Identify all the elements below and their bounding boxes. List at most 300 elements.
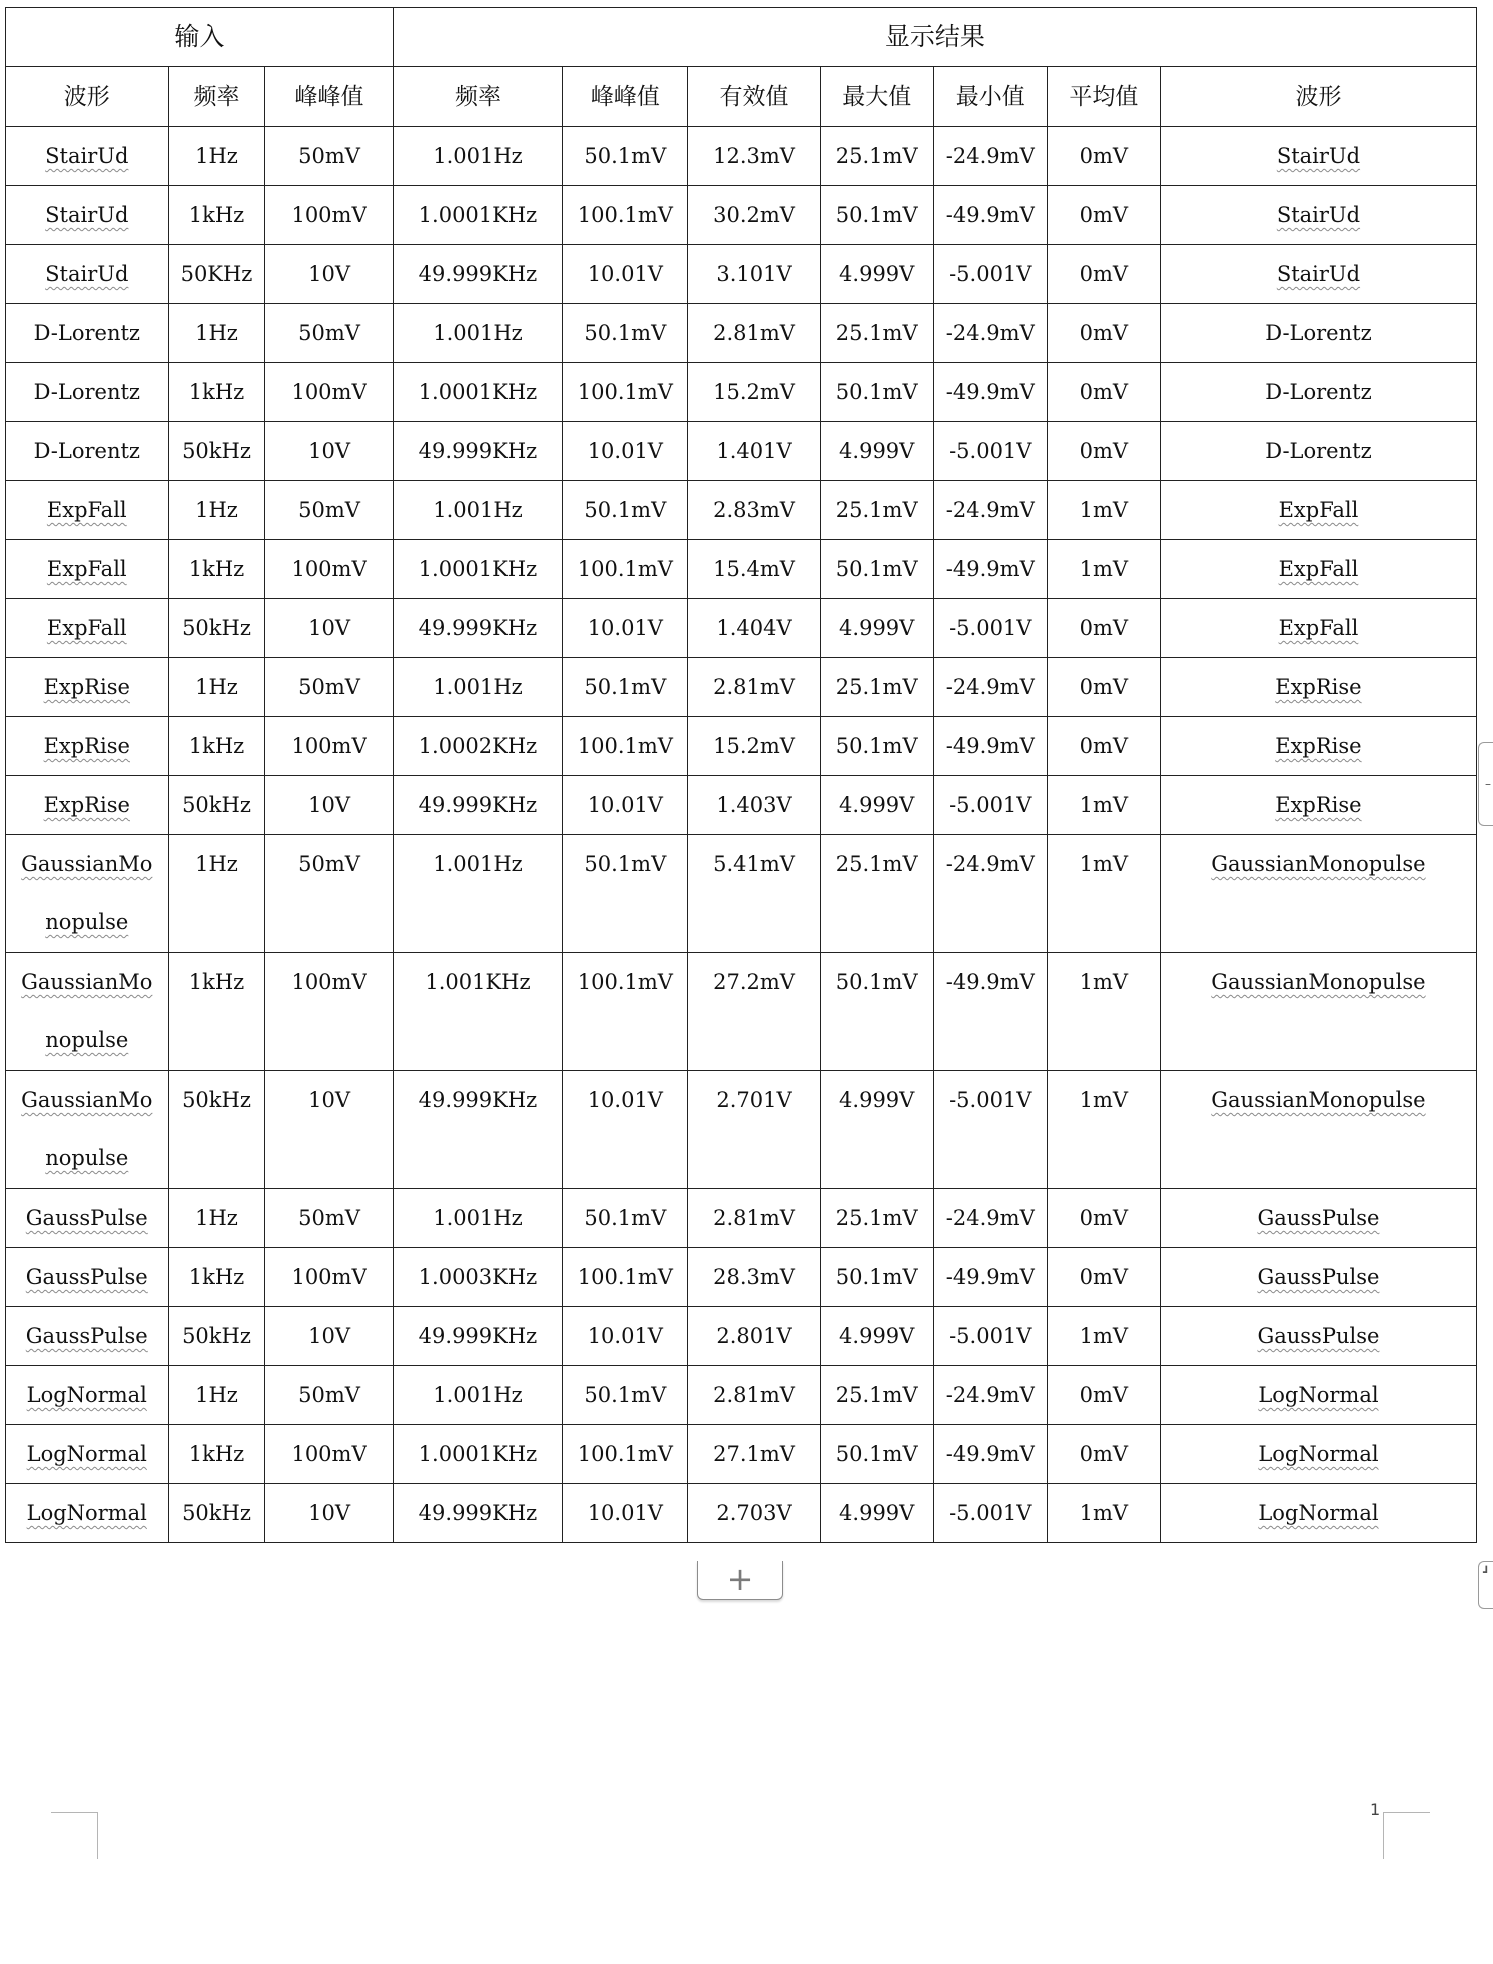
table-cell[interactable] [1160,658,1476,717]
table-cell[interactable] [563,1248,688,1307]
page-margin-corner-right [1383,1812,1430,1859]
table-cell[interactable] [1160,363,1476,422]
cell-value: 50mV [298,1383,360,1407]
table-cell[interactable] [1047,540,1160,599]
table-cell[interactable] [168,1307,265,1366]
column-header-3[interactable]: 频率 [393,67,563,127]
cell-value: 50.1mV [835,1265,918,1289]
cell-value: 4.999V [839,616,915,640]
table-cell[interactable] [563,540,688,599]
table-cell[interactable] [1047,363,1160,422]
table-cell[interactable] [563,1484,688,1543]
table-cell[interactable] [820,304,933,363]
table-cell[interactable] [265,835,393,953]
group-header-input[interactable]: 输入 [6,8,394,67]
column-header-0[interactable]: 波形 [6,67,169,127]
table-cell[interactable] [563,1366,688,1425]
table-cell[interactable] [933,304,1047,363]
cell-value: 10.01V [587,1324,663,1348]
cell-value: 1mV [1079,1501,1129,1525]
table-cell[interactable] [688,1307,820,1366]
table-cell[interactable] [688,1248,820,1307]
table-cell[interactable] [1160,1189,1476,1248]
cell-value: 100.1mV [577,734,673,758]
cell-value: 25.1mV [835,498,918,522]
cell-value: 4.999V [839,1501,915,1525]
waveform-name: D-Lorentz [1265,439,1372,463]
table-cell[interactable] [393,540,563,599]
table-cell[interactable] [393,245,563,304]
table-cell[interactable] [1047,1307,1160,1366]
cell-value: 1.404V [716,616,792,640]
table-row [6,1189,1477,1248]
table-cell[interactable] [393,835,563,953]
table-cell[interactable] [563,953,688,1071]
cell-value: 2.81mV [713,675,795,699]
table-cell[interactable] [6,1307,169,1366]
table-cell[interactable] [933,363,1047,422]
table-cell[interactable] [393,186,563,245]
table-cell[interactable] [933,658,1047,717]
table-cell[interactable] [1047,835,1160,953]
table-cell[interactable] [933,540,1047,599]
table-cell[interactable] [6,717,169,776]
table-cell[interactable] [820,776,933,835]
cell-value: -49.9mV [945,1265,1035,1289]
table-cell[interactable] [265,304,393,363]
table-cell[interactable] [688,363,820,422]
table-cell[interactable] [820,717,933,776]
cell-value: 100.1mV [577,557,673,581]
cell-value: 4.999V [839,262,915,286]
table-cell[interactable] [688,599,820,658]
table-cell[interactable] [393,1484,563,1543]
cell-value: 25.1mV [835,144,918,168]
table-cell[interactable] [1047,481,1160,540]
cell-value: 27.2mV [713,970,795,994]
table-cell[interactable] [1160,1484,1476,1543]
table-cell[interactable] [168,1425,265,1484]
column-header-1[interactable]: 频率 [168,67,265,127]
table-cell[interactable] [820,1425,933,1484]
column-header-5[interactable]: 有效值 [688,67,820,127]
cell-value: -49.9mV [945,203,1035,227]
table-cell[interactable] [1160,599,1476,658]
table-cell[interactable] [393,1366,563,1425]
cell-value: 1.001Hz [433,498,523,522]
table-cell[interactable] [168,599,265,658]
cell-value: 10.01V [587,1088,663,1112]
table-cell[interactable] [6,1189,169,1248]
table-cell[interactable] [563,717,688,776]
table-cell[interactable] [265,599,393,658]
column-header-9[interactable]: 波形 [1160,67,1476,127]
table-cell[interactable] [393,599,563,658]
table-cell[interactable] [393,304,563,363]
table-cell[interactable] [6,540,169,599]
table-cell[interactable] [1047,953,1160,1071]
table-cell[interactable] [688,245,820,304]
table-cell[interactable] [820,186,933,245]
table-cell[interactable] [168,245,265,304]
table-cell[interactable] [6,245,169,304]
table-cell[interactable] [265,245,393,304]
table-cell[interactable] [563,1307,688,1366]
table-cell[interactable] [933,599,1047,658]
table-cell[interactable] [933,127,1047,186]
table-cell[interactable] [168,363,265,422]
table-cell[interactable] [688,1189,820,1248]
cell-value: 0mV [1079,380,1129,404]
table-cell[interactable] [1047,1071,1160,1189]
table-cell[interactable] [1160,186,1476,245]
table-cell[interactable] [688,1484,820,1543]
cell-value: 2.81mV [713,1206,795,1230]
table-cell[interactable] [688,1071,820,1189]
table-cell[interactable] [688,540,820,599]
table-cell[interactable] [6,835,169,953]
table-cell[interactable] [168,1248,265,1307]
table-row [6,422,1477,481]
cell-value: 0mV [1079,675,1129,699]
table-cell[interactable] [563,481,688,540]
table-cell[interactable] [265,127,393,186]
table-cell[interactable] [6,422,169,481]
table-cell[interactable] [563,1425,688,1484]
cell-value: -5.001V [949,439,1032,463]
column-header-8[interactable]: 平均值 [1047,67,1160,127]
cell-value: 25.1mV [835,321,918,345]
table-cell[interactable] [265,1307,393,1366]
table-cell[interactable] [933,481,1047,540]
cell-value: 50.1mV [835,203,918,227]
cell-value: 1mV [1079,793,1129,817]
table-cell[interactable] [168,776,265,835]
table-cell[interactable] [265,1484,393,1543]
table-cell[interactable] [820,481,933,540]
table-cell[interactable] [265,1425,393,1484]
cell-value: 15.2mV [713,380,795,404]
table-cell[interactable] [820,1307,933,1366]
table-cell[interactable] [1047,1366,1160,1425]
cell-value: 0mV [1079,1442,1129,1466]
table-cell[interactable] [933,953,1047,1071]
table-cell[interactable] [1047,1484,1160,1543]
table-cell[interactable] [1047,127,1160,186]
table-cell[interactable] [688,481,820,540]
table-cell[interactable] [6,776,169,835]
table-cell[interactable] [168,1189,265,1248]
table-cell[interactable] [933,1189,1047,1248]
table-cell[interactable] [393,717,563,776]
column-header-2[interactable]: 峰峰值 [265,67,393,127]
table-cell[interactable] [933,1248,1047,1307]
table-cell[interactable] [688,835,820,953]
table-cell[interactable] [1047,186,1160,245]
table-cell[interactable] [6,304,169,363]
table-cell[interactable] [820,1366,933,1425]
cell-value: 50.1mV [584,852,667,876]
table-cell[interactable] [1160,953,1476,1071]
table-cell[interactable] [933,422,1047,481]
cell-value: 1Hz [195,321,238,345]
cell-value: 1kHz [188,203,245,227]
table-cell[interactable] [168,127,265,186]
table-cell[interactable] [393,1071,563,1189]
table-cell[interactable] [1047,717,1160,776]
table-cell[interactable] [688,304,820,363]
table-cell[interactable] [933,1484,1047,1543]
table-cell[interactable] [1160,481,1476,540]
table-cell[interactable] [563,127,688,186]
table-cell[interactable] [820,245,933,304]
column-header-4[interactable]: 峰峰值 [563,67,688,127]
table-cell[interactable] [393,1425,563,1484]
column-header-7[interactable]: 最小值 [933,67,1047,127]
table-cell[interactable] [688,953,820,1071]
table-cell[interactable] [6,363,169,422]
table-cell[interactable] [820,658,933,717]
cell-value: 4.999V [839,1088,915,1112]
cell-value: 10.01V [587,793,663,817]
table-cell[interactable] [933,776,1047,835]
table-cell[interactable] [563,1189,688,1248]
table-cell[interactable] [6,953,169,1071]
table-cell[interactable] [563,422,688,481]
table-cell[interactable] [563,245,688,304]
table-cell[interactable] [1160,422,1476,481]
table-cell[interactable] [563,304,688,363]
table-cell[interactable] [1160,835,1476,953]
table-cell[interactable] [1047,1425,1160,1484]
table-cell[interactable] [1160,540,1476,599]
table-cell[interactable] [688,1425,820,1484]
table-cell[interactable] [168,1071,265,1189]
table-cell[interactable] [1047,245,1160,304]
column-header-6[interactable]: 最大值 [820,67,933,127]
table-cell[interactable] [563,658,688,717]
table-cell[interactable] [688,717,820,776]
table-row [6,363,1477,422]
table-cell[interactable] [563,599,688,658]
table-cell[interactable] [265,1071,393,1189]
table-cell[interactable] [1160,1425,1476,1484]
table-cell[interactable] [563,1071,688,1189]
waveform-name: ExpRise [43,793,130,817]
table-cell[interactable] [933,186,1047,245]
cell-value: 1.0001KHz [418,203,538,227]
table-cell[interactable] [6,1071,169,1189]
table-cell[interactable] [6,1425,169,1484]
waveform-name: LogNormal [1258,1383,1379,1407]
table-cell[interactable] [393,776,563,835]
table-cell[interactable] [563,363,688,422]
table-cell[interactable] [1047,776,1160,835]
plus-icon: + [726,1560,754,1598]
table-cell[interactable] [933,835,1047,953]
table-cell[interactable] [265,776,393,835]
waveform-name: StairUd [1276,203,1361,227]
cell-value: 1.0001KHz [418,380,538,404]
table-cell[interactable] [1160,1366,1476,1425]
table-cell[interactable] [820,1248,933,1307]
table-cell[interactable] [563,776,688,835]
cell-value: 1.0001KHz [418,557,538,581]
table-cell[interactable] [1160,127,1476,186]
cell-value: 100mV [291,970,367,994]
table-cell[interactable] [6,658,169,717]
table-cell[interactable] [6,1366,169,1425]
table-cell[interactable] [1047,422,1160,481]
table-cell[interactable] [1160,717,1476,776]
table-cell[interactable] [168,717,265,776]
cell-value: 1Hz [195,144,238,168]
cell-value: -5.001V [949,1324,1032,1348]
table-cell[interactable] [265,422,393,481]
table-cell[interactable] [168,304,265,363]
add-row-button[interactable] [697,1561,783,1600]
cell-value: 10.01V [587,1501,663,1525]
table-cell[interactable] [265,1366,393,1425]
table-cell[interactable] [265,658,393,717]
table-cell[interactable] [820,127,933,186]
table-cell[interactable] [265,953,393,1071]
cell-value: 4.999V [839,1324,915,1348]
table-cell[interactable] [933,1425,1047,1484]
table-cell[interactable] [265,1189,393,1248]
table-cell[interactable] [168,1484,265,1543]
table-cell[interactable] [933,245,1047,304]
table-cell[interactable] [265,186,393,245]
cell-value: 49.999KHz [418,262,538,286]
table-cell[interactable] [6,1248,169,1307]
cell-value: 0mV [1079,144,1129,168]
table-cell[interactable] [168,481,265,540]
cell-value: 5.41mV [713,852,795,876]
table-cell[interactable] [393,363,563,422]
cell-value: 100mV [291,557,367,581]
cell-value: 30.2mV [713,203,795,227]
table-cell[interactable] [1047,658,1160,717]
group-header-result[interactable]: 显示结果 [393,8,1476,67]
table-cell[interactable] [1047,1248,1160,1307]
cell-value: 25.1mV [835,1383,918,1407]
table-cell[interactable] [393,422,563,481]
table-cell[interactable] [393,953,563,1071]
table-cell[interactable] [563,835,688,953]
table-cell[interactable] [688,776,820,835]
table-cell[interactable] [168,422,265,481]
cell-value: 4.999V [839,439,915,463]
cell-value: 1kHz [188,970,245,994]
table-cell[interactable] [820,953,933,1071]
table-cell[interactable] [6,127,169,186]
table-cell[interactable] [820,1484,933,1543]
table-cell[interactable] [393,1189,563,1248]
cell-value: 100.1mV [577,1442,673,1466]
cell-value: 1kHz [188,1265,245,1289]
cell-value: 25.1mV [835,1206,918,1230]
table-cell[interactable] [1160,304,1476,363]
table-row [6,658,1477,717]
table-cell[interactable] [168,540,265,599]
table-cell[interactable] [168,658,265,717]
waveform-name: ExpRise [1275,793,1362,817]
table-cell[interactable] [6,599,169,658]
table-cell[interactable] [1047,1189,1160,1248]
table-cell[interactable] [820,835,933,953]
table-cell[interactable] [393,127,563,186]
table-cell[interactable] [6,186,169,245]
table-cell[interactable] [168,835,265,953]
table-cell[interactable] [168,953,265,1071]
table-row [6,1248,1477,1307]
table-cell[interactable] [1160,776,1476,835]
cell-value: 50kHz [182,616,251,640]
table-cell[interactable] [933,1071,1047,1189]
waveform-name: LogNormal [26,1442,147,1466]
table-cell[interactable] [1160,1307,1476,1366]
cell-value: -24.9mV [945,1206,1035,1230]
table-cell[interactable] [168,186,265,245]
table-cell[interactable] [393,658,563,717]
table-cell[interactable] [820,363,933,422]
table-cell[interactable] [688,422,820,481]
table-cell[interactable] [688,658,820,717]
table-cell[interactable] [933,1366,1047,1425]
table-cell[interactable] [6,1484,169,1543]
table-cell[interactable] [393,481,563,540]
table-cell[interactable] [933,717,1047,776]
waveform-name: LogNormal [26,1501,147,1525]
table-cell[interactable] [1047,304,1160,363]
table-cell[interactable] [820,540,933,599]
table-cell[interactable] [933,1307,1047,1366]
table-cell[interactable] [265,717,393,776]
table-cell[interactable] [1160,1071,1476,1189]
table-cell[interactable] [820,422,933,481]
cell-value: 1Hz [195,852,238,876]
cell-value: 12.3mV [713,144,795,168]
table-cell[interactable] [820,1189,933,1248]
table-cell[interactable] [1047,599,1160,658]
table-cell[interactable] [820,599,933,658]
waveform-name: ExpFall [46,498,127,522]
table-cell[interactable] [265,1248,393,1307]
table-cell[interactable] [563,186,688,245]
table-cell[interactable] [393,1307,563,1366]
cell-value: 1Hz [195,1206,238,1230]
cell-value: -49.9mV [945,557,1035,581]
table-cell[interactable] [393,1248,563,1307]
table-cell[interactable] [1160,245,1476,304]
table-cell[interactable] [265,540,393,599]
table-cell[interactable] [688,186,820,245]
waveform-name: GaussianMonopulse [1211,970,1426,994]
table-cell[interactable] [820,1071,933,1189]
table-row [6,953,1477,1071]
table-row [6,540,1477,599]
table-cell[interactable] [265,481,393,540]
table-cell[interactable] [168,1366,265,1425]
cell-value: 100.1mV [577,1265,673,1289]
cell-value: 1.001Hz [433,1383,523,1407]
table-cell[interactable] [688,127,820,186]
table-cell[interactable] [1160,1248,1476,1307]
table-cell[interactable] [265,363,393,422]
table-cell[interactable] [688,1366,820,1425]
table-cell[interactable] [6,481,169,540]
